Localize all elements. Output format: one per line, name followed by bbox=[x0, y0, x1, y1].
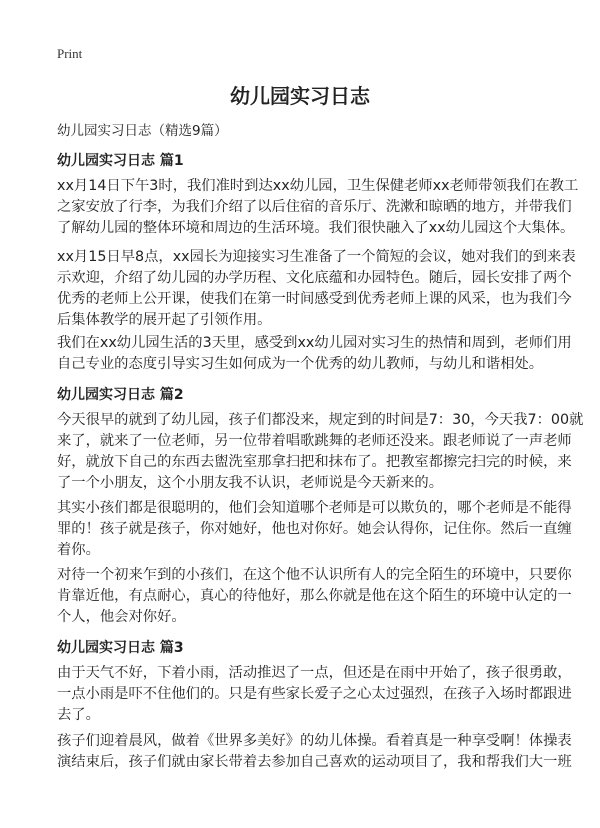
paragraph bbox=[57, 565, 572, 628]
paragraph-line: 由于天气不好，下着小雨，活动推迟了一点，但还是在雨中开始了，孩子很勇敢， bbox=[57, 665, 572, 681]
paragraph bbox=[57, 663, 572, 726]
paragraph-line: 来了，就来了一位老师，另一位带着唱歌跳舞的老师还没来。跟老师说了一声老师 bbox=[57, 433, 572, 449]
paragraph-line: 自己专业的态度引导实习生如何成为一个优秀的幼儿教师，与幼儿和谐相处。 bbox=[57, 356, 544, 372]
paragraph-line: 肯靠近他，有点耐心，真心的待他好，那么你就是他在这个陌生的环境中认定的一 bbox=[57, 588, 572, 604]
paragraph-line: 去了。 bbox=[57, 707, 100, 723]
paragraph-line: 示欢迎，介绍了幼儿园的办学历程、文化底蕴和办园特色。随后，园长安排了两个 bbox=[57, 270, 572, 286]
paragraph-line: 今天很早的就到了幼儿园，孩子们都没来，规定到的时间是7：30，今天我7：00就 bbox=[57, 412, 584, 428]
paragraph-line: 一点小雨是吓不住他们的。只是有些家长爱子之心太过强烈，在孩子入场时都跟进 bbox=[57, 686, 572, 702]
paragraph bbox=[57, 333, 572, 375]
paragraph-line: 了一个小朋友，这个小朋友我不认识，老师说是今天新来的。 bbox=[57, 475, 444, 491]
paragraph-line: xx月14日下午3时，我们准时到达xx幼儿园，卫生保健老师xx老师带领我们在教工 bbox=[57, 178, 579, 194]
paragraph-line: 之家安放了行李，为我们介绍了以后住宿的音乐厅、洗漱和晾晒的地方，并带我们 bbox=[57, 199, 572, 215]
paragraph bbox=[57, 731, 572, 773]
section-heading: 幼儿园实习日志 篇3 bbox=[57, 640, 184, 656]
paragraph bbox=[57, 498, 572, 561]
paragraph-line: 个人，他会对你好。 bbox=[57, 609, 186, 625]
paragraph-line: 孩子们迎着晨风，做着《世界多美好》的幼儿体操。看着真是一种享受啊！体操表 bbox=[57, 733, 572, 749]
print-link[interactable]: Print bbox=[57, 46, 83, 61]
paragraph-line: 演结束后，孩子们就由家长带着去参加自己喜欢的运动项目了，我和帮我们大一班 bbox=[57, 754, 572, 770]
paragraph-line: 我们在xx幼儿园生活的3天里，感受到xx幼儿园对实习生的热情和周到，老师们用 bbox=[57, 335, 572, 351]
paragraph bbox=[57, 410, 584, 494]
paragraph-line: 罪的！孩子就是孩子，你对她好，他也对你好。她会认得你，记住你。然后一直缠 bbox=[57, 521, 572, 537]
section-heading: 幼儿园实习日志 篇2 bbox=[57, 387, 184, 403]
paragraph-line: 对待一个初来乍到的小孩们，在这个他不认识所有人的完全陌生的环境中，只要你 bbox=[57, 567, 572, 583]
paragraph-line: 优秀的老师上公开课，使我们在第一时间感受到优秀老师上课的风采，也为我们今 bbox=[57, 291, 572, 307]
page-title: 幼儿园实习日志 bbox=[230, 84, 370, 108]
paragraph-line: 着你。 bbox=[57, 542, 100, 558]
paragraph-line: xx月15日早8点，xx园长为迎接实习生准备了一个简短的会议，她对我们的到来表 bbox=[57, 249, 576, 265]
paragraph bbox=[57, 176, 579, 239]
paragraph bbox=[57, 247, 576, 331]
paragraph-line: 了解幼儿园的整体环境和周边的生活环境。我们很快融入了xx幼儿园这个大集体。 bbox=[57, 220, 575, 236]
paragraph-line: 好，就放下自己的东西去盥洗室那拿扫把和抹布了。把教室都擦完扫完的时候，来 bbox=[57, 454, 572, 470]
paragraph-line: 后集体教学的展开起了引领作用。 bbox=[57, 312, 272, 328]
section-heading: 幼儿园实习日志 篇1 bbox=[57, 153, 184, 169]
subtitle: 幼儿园实习日志（精选9篇） bbox=[57, 123, 228, 139]
paragraph-line: 其实小孩们都是很聪明的，他们会知道哪个老师是可以欺负的，哪个老师是不能得 bbox=[57, 500, 572, 516]
